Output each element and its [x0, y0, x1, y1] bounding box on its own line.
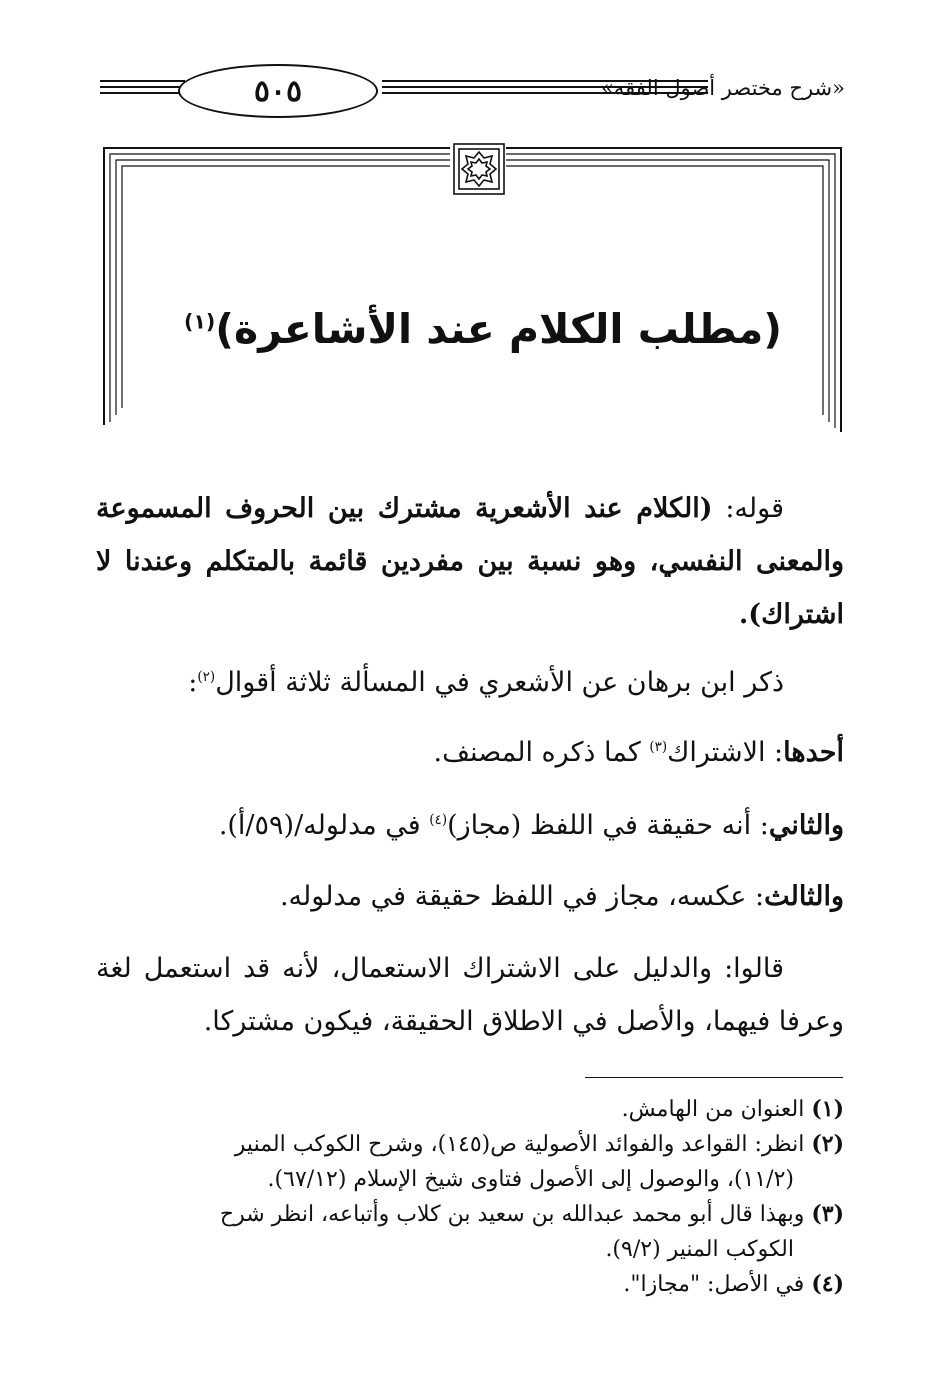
- footnotes: [88, 1092, 844, 1302]
- footnote-ref: (١): [184, 309, 216, 334]
- footnote-ref: (٢): [197, 669, 216, 685]
- quote-lead: قوله:: [712, 493, 784, 524]
- item-label: والثالث: [764, 881, 844, 912]
- footnote-1: (١) العنوان من الهامش.: [621, 1096, 844, 1122]
- running-header: [100, 62, 845, 120]
- book-title: «شرح مختصر أصول الفقه»: [601, 76, 845, 100]
- quote-text: (الكلام عند الأشعرية مشترك بين الحروف المسموعة والمعنى النفسي، وهو نسبة بين مفردين قائمة بالمتكلم وعندنا لا اشتراك).: [96, 493, 844, 630]
- footnote-4: (٤) في الأصل: "مجازا".: [623, 1271, 844, 1297]
- footnote-ref: (٣): [649, 739, 668, 755]
- header-rule-left: [100, 80, 185, 100]
- footnote-separator: [585, 1077, 843, 1078]
- paragraph-5: قالوا: والدليل على الاشتراك الاستعمال، لأنه قد استعمل لغة وعرفا فيهما، والأصل في الاطلاق الحقيقة، فيكون مشتركا.: [96, 953, 844, 1037]
- footnote-ref: (٤): [429, 812, 448, 828]
- ornament-icon: [452, 142, 506, 196]
- quoted-passage: [96, 482, 844, 641]
- paragraph-1: ذكر ابن برهان عن الأشعري في المسألة ثلاثة أقوال$^{(٢)}$:: [188, 667, 784, 698]
- item-label: أحدها: [783, 737, 844, 768]
- paragraph-4: والثالث: عكسه، مجاز في اللفظ حقيقة في مدلوله.: [279, 881, 844, 912]
- item-label: والثاني: [768, 810, 844, 841]
- paragraph-2: أحدها: الاشتراك$^{(٣)}$ كما ذكره المصنف.: [433, 737, 844, 768]
- footnote-3: (٣) وبهذا قال أبو محمد عبدالله بن سعيد بن كلاب وأتباعه، انظر شرح الكوكب المنير (٩/٢).: [219, 1201, 844, 1262]
- footnote-2: (٢) انظر: القواعد والفوائد الأصولية ص(١٤٥)، وشرح الكوكب المنير (١١/٢)، والوصول إلى الأصول فتاوى شيخ الإسلام (٦٧/١٢).: [234, 1131, 844, 1192]
- chapter-title: (مطلب الكلام عند الأشاعرة)$^{(١)}$: [184, 305, 782, 353]
- paragraph-3: والثاني: أنه حقيقة في اللفظ (مجاز)$^{(٤)}$ في مدلوله/(٥٩/أ).: [218, 810, 844, 841]
- page-number: ٥٠٥: [178, 64, 378, 118]
